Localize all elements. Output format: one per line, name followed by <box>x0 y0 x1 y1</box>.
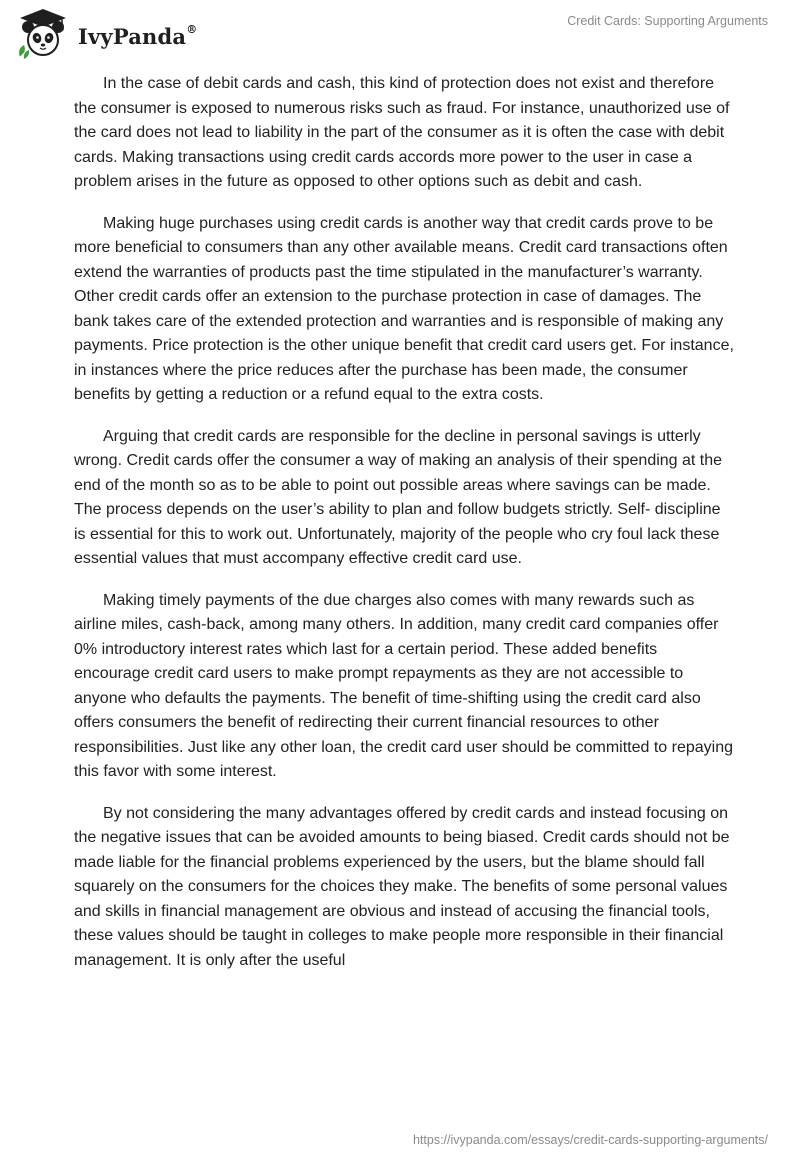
paragraph: Making timely payments of the due charges also comes with many rewards such as airline miles, cash-back, among many others. In addition, many credit card companies offer 0% introductory interest rates which last for a certain period. These added benefits encourage credit card users to make prompt repayments as they are not accessible to anyone who defaults the payments. The benefit of time-shifting using the credit card also offers consumers the benefit of redirecting their current financial resources to other responsibilities. Just like any other loan, the credit card user should be committed to repaying this favor with some interest. <box>74 591 734 780</box>
paragraph: By not considering the many advantages offered by credit cards and instead focusing on the negative issues that can be avoided amounts to being biased. Credit cards should not be made liable for the financial problems experienced by the users, but the blame should fall squarely on the consumers for the choices they make. The benefits of some personal values and skills in financial management are obvious and instead of accusing the financial tools, these values should be taught in colleges to make people more responsible in their financial management. It is only after the useful <box>74 804 730 969</box>
essay-body <box>74 72 734 990</box>
paragraph: In the case of debit cards and cash, this kind of protection does not exist and therefore the consumer is exposed to numerous risks such as fraud. For instance, unauthorized use of the card does not lead to liability in the part of the consumer as it is often the case with debit cards. Making transactions using credit cards accords more power to the user in case a problem arises in the future as opposed to other options such as debit and cash. <box>74 75 730 190</box>
logo[interactable] <box>14 7 197 61</box>
paragraph: Making huge purchases using credit cards is another way that credit cards prove to be more beneficial to consumers than any other available means. Credit card transactions often extend the warranties of products past the time stipulated in the manufacturer’s warranty. Other credit cards offer an extension to the purchase protection in case of damages. The bank takes care of the extended protection and warranties and is responsible of making any payments. Price protection is the other unique benefit that credit card users get. For instance, in instances where the price reduces after the purchase has been made, the consumer benefits by getting a reduction or a refund equal to the extra costs. <box>74 214 734 403</box>
page-header <box>0 0 800 60</box>
document-title: Credit Cards: Supporting Arguments <box>567 14 768 28</box>
source-url[interactable]: https://ivypanda.com/essays/credit-cards-supporting-arguments/ <box>412 1133 768 1147</box>
brand-text: IvyPanda <box>78 23 187 49</box>
panda-graduation-cap-icon <box>14 7 72 61</box>
registered-mark: ® <box>186 22 198 36</box>
brand-name <box>78 24 197 49</box>
paragraph: Arguing that credit cards are responsible for the decline in personal savings is utterly wrong. Credit cards offer the consumer a way of making an analysis of their spending at the end of the month so as to be able to point out possible areas where savings can be made. The process depends on the user’s ability to plan and follow budgets strictly. Self- discipline is essential for this to work out. Unfortunately, majority of the people who cry foul lack these essential values that must accompany effective credit card use. <box>74 427 723 567</box>
